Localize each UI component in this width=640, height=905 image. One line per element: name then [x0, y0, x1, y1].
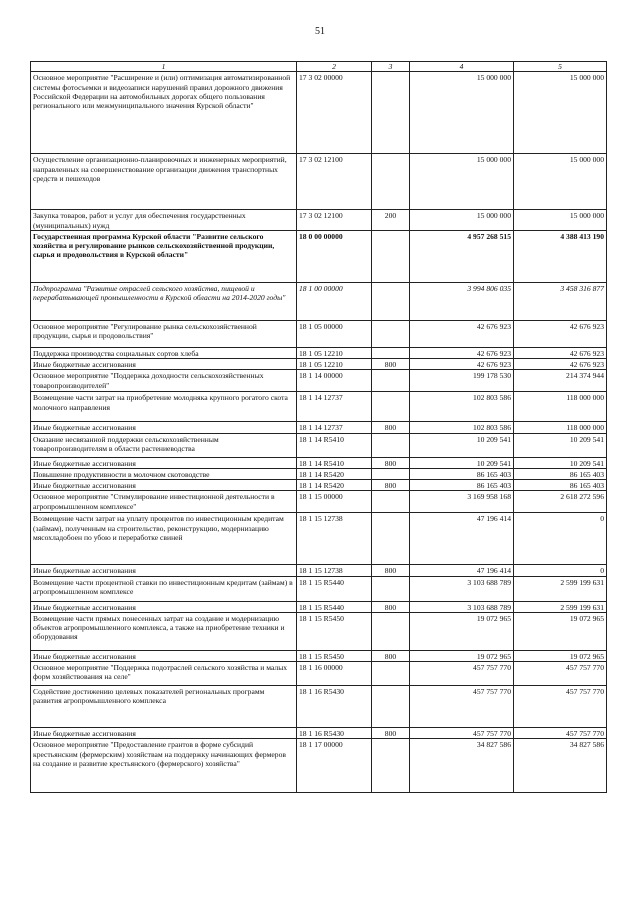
row-name-cell: Иные бюджетные ассигнования — [31, 565, 297, 576]
row-amount-2019-cell: 102 803 586 — [410, 422, 514, 433]
row-expense-type-cell: 800 — [372, 480, 410, 491]
table-header-row — [31, 62, 607, 72]
row-code-cell: 17 3 02 00000 — [297, 72, 372, 154]
row-name-cell: Иные бюджетные ассигнования — [31, 480, 297, 491]
row-code-cell: 18 1 15 R5450 — [297, 612, 372, 650]
column-header-5: 5 — [514, 62, 607, 72]
row-amount-2020-cell: 42 676 923 — [514, 347, 607, 358]
row-amount-2019-cell: 3 103 688 789 — [410, 576, 514, 601]
row-code-cell: 18 1 16 R5430 — [297, 686, 372, 728]
row-amount-2020-cell: 10 209 541 — [514, 457, 607, 468]
row-expense-type-cell — [372, 468, 410, 479]
row-expense-type-cell: 800 — [372, 728, 410, 739]
row-expense-type-cell — [372, 491, 410, 513]
row-expense-type-cell — [372, 686, 410, 728]
row-name-cell: Подпрограмма "Развитие отраслей сельского хозяйства, пищевой и перерабатывающей промышленности в Курской области на 2014-2020 годы" — [31, 282, 297, 320]
row-amount-2020-cell: 0 — [514, 565, 607, 576]
row-amount-2019-cell: 4 957 268 515 — [410, 230, 514, 282]
table-row — [31, 728, 607, 739]
row-name-cell: Основное мероприятие "Предоставление грантов в форме субсидий крестьянским (фермерским) хозяйствам на поддержку начинающих фермеров на создание и развитие крестьянского (фермерского) хозяйства" — [31, 739, 297, 793]
row-amount-2019-cell: 86 165 403 — [410, 468, 514, 479]
row-code-cell: 18 1 15 R5450 — [297, 650, 372, 661]
row-amount-2020-cell: 15 000 000 — [514, 154, 607, 210]
row-name-cell: Государственная программа Курской области "Развитие сельского хозяйства и регулирование рынков сельскохозяйственной продукции, сырья и продовольствия в Курской области" — [31, 230, 297, 282]
table-row — [31, 347, 607, 358]
table-row — [31, 468, 607, 479]
row-amount-2020-cell: 86 165 403 — [514, 468, 607, 479]
row-expense-type-cell — [372, 433, 410, 457]
table-row — [31, 433, 607, 457]
table-row — [31, 370, 607, 392]
row-amount-2020-cell: 214 374 944 — [514, 370, 607, 392]
table-row — [31, 230, 607, 282]
row-amount-2019-cell: 15 000 000 — [410, 154, 514, 210]
row-expense-type-cell: 200 — [372, 210, 410, 231]
table-row — [31, 422, 607, 433]
row-code-cell: 18 1 14 R5410 — [297, 457, 372, 468]
row-amount-2019-cell: 47 196 414 — [410, 513, 514, 565]
table-row — [31, 662, 607, 686]
row-amount-2019-cell: 457 757 770 — [410, 662, 514, 686]
row-name-cell: Иные бюджетные ассигнования — [31, 650, 297, 661]
row-amount-2020-cell: 2 618 272 596 — [514, 491, 607, 513]
table-row — [31, 359, 607, 370]
row-name-cell: Осуществление организационно-планировочных и инженерных мероприятий, направленных на совершенствование организации движения транспортных средств и пешеходов — [31, 154, 297, 210]
column-header-3: 3 — [372, 62, 410, 72]
table-row — [31, 739, 607, 793]
row-code-cell: 18 1 00 00000 — [297, 282, 372, 320]
row-amount-2019-cell: 15 000 000 — [410, 210, 514, 231]
row-name-cell: Иные бюджетные ассигнования — [31, 728, 297, 739]
row-code-cell: 18 0 00 00000 — [297, 230, 372, 282]
table-row — [31, 210, 607, 231]
table-row — [31, 392, 607, 422]
row-amount-2020-cell: 118 000 000 — [514, 422, 607, 433]
row-expense-type-cell — [372, 230, 410, 282]
row-amount-2020-cell: 457 757 770 — [514, 662, 607, 686]
row-expense-type-cell: 800 — [372, 422, 410, 433]
row-name-cell: Закупка товаров, работ и услуг для обеспечения государственных (муниципальных) нужд — [31, 210, 297, 231]
row-amount-2020-cell: 34 827 586 — [514, 739, 607, 793]
row-code-cell: 17 3 02 12100 — [297, 154, 372, 210]
row-expense-type-cell — [372, 392, 410, 422]
row-name-cell: Иные бюджетные ассигнования — [31, 457, 297, 468]
row-code-cell: 18 1 14 R5420 — [297, 468, 372, 479]
row-amount-2020-cell: 42 676 923 — [514, 359, 607, 370]
row-code-cell: 17 3 02 12100 — [297, 210, 372, 231]
row-name-cell: Содействие достижению целевых показателей региональных программ развития агропромышленного комплекса — [31, 686, 297, 728]
row-amount-2020-cell: 457 757 770 — [514, 728, 607, 739]
row-code-cell: 18 1 14 00000 — [297, 370, 372, 392]
row-amount-2020-cell: 0 — [514, 513, 607, 565]
row-amount-2019-cell: 102 803 586 — [410, 392, 514, 422]
table-row — [31, 72, 607, 154]
row-name-cell: Основное мероприятие "Поддержка доходности сельскохозяйственных товаропроизводителей" — [31, 370, 297, 392]
column-header-2: 2 — [297, 62, 372, 72]
row-name-cell: Возмещение части процентной ставки по инвестиционным кредитам (займам) в агропромышленном комплексе — [31, 576, 297, 601]
row-expense-type-cell — [372, 370, 410, 392]
row-code-cell: 18 1 16 00000 — [297, 662, 372, 686]
row-amount-2020-cell: 4 388 413 190 — [514, 230, 607, 282]
row-code-cell: 18 1 05 12210 — [297, 359, 372, 370]
row-amount-2019-cell: 3 994 806 035 — [410, 282, 514, 320]
row-amount-2019-cell: 10 209 541 — [410, 457, 514, 468]
row-expense-type-cell: 800 — [372, 601, 410, 612]
row-amount-2020-cell: 2 599 199 631 — [514, 601, 607, 612]
row-amount-2020-cell: 15 000 000 — [514, 72, 607, 154]
row-name-cell: Основное мероприятие "Стимулирование инвестиционной деятельности в агропромышленном комплексе" — [31, 491, 297, 513]
row-expense-type-cell — [372, 576, 410, 601]
row-amount-2020-cell: 3 458 316 877 — [514, 282, 607, 320]
row-amount-2020-cell: 457 757 770 — [514, 686, 607, 728]
row-expense-type-cell: 800 — [372, 565, 410, 576]
row-expense-type-cell — [372, 72, 410, 154]
row-code-cell: 18 1 16 R5430 — [297, 728, 372, 739]
row-name-cell: Повышение продуктивности в молочном скотоводстве — [31, 468, 297, 479]
table-row — [31, 282, 607, 320]
row-amount-2019-cell: 19 072 965 — [410, 650, 514, 661]
table-row — [31, 457, 607, 468]
page-number: 51 — [315, 26, 325, 37]
table-row — [31, 320, 607, 347]
row-expense-type-cell — [372, 612, 410, 650]
row-code-cell: 18 1 15 12738 — [297, 513, 372, 565]
table-row — [31, 480, 607, 491]
row-name-cell: Возмещение части затрат на уплату процентов по инвестиционным кредитам (займам), полученным на строительство, реконструкцию, модернизацию мясохладобоен по убою и переработке свиней — [31, 513, 297, 565]
row-amount-2020-cell: 2 599 199 631 — [514, 576, 607, 601]
row-amount-2019-cell: 199 178 530 — [410, 370, 514, 392]
row-name-cell: Основное мероприятие "Поддержка подотраслей сельского хозяйства и малых форм хозяйствования на селе" — [31, 662, 297, 686]
row-code-cell: 18 1 14 R5410 — [297, 433, 372, 457]
row-amount-2019-cell: 42 676 923 — [410, 347, 514, 358]
row-amount-2019-cell: 86 165 403 — [410, 480, 514, 491]
row-amount-2020-cell: 86 165 403 — [514, 480, 607, 491]
table-row — [31, 154, 607, 210]
row-amount-2019-cell: 42 676 923 — [410, 359, 514, 370]
row-code-cell: 18 1 15 12738 — [297, 565, 372, 576]
table-row — [31, 491, 607, 513]
table-body — [31, 72, 607, 793]
row-name-cell: Оказание несвязанной поддержки сельскохозяйственным товаропроизводителям в области растениеводства — [31, 433, 297, 457]
row-amount-2020-cell: 19 072 965 — [514, 612, 607, 650]
table-row — [31, 650, 607, 661]
row-name-cell: Возмещение части прямых понесенных затрат на создание и модернизацию объектов агропромышленного комплекса, а также на приобретение техники и оборудования — [31, 612, 297, 650]
table-row — [31, 686, 607, 728]
row-code-cell: 18 1 05 00000 — [297, 320, 372, 347]
row-amount-2020-cell: 118 000 000 — [514, 392, 607, 422]
row-expense-type-cell: 800 — [372, 457, 410, 468]
row-code-cell: 18 1 15 R5440 — [297, 576, 372, 601]
row-amount-2020-cell: 15 000 000 — [514, 210, 607, 231]
row-name-cell: Основное мероприятие "Регулирование рынка сельскохозяйственной продукции, сырья и продовольствия" — [31, 320, 297, 347]
row-expense-type-cell — [372, 282, 410, 320]
row-amount-2019-cell: 47 196 414 — [410, 565, 514, 576]
row-amount-2019-cell: 10 209 541 — [410, 433, 514, 457]
row-expense-type-cell — [372, 347, 410, 358]
row-amount-2019-cell: 457 757 770 — [410, 728, 514, 739]
table-row — [31, 601, 607, 612]
row-amount-2019-cell: 15 000 000 — [410, 72, 514, 154]
column-header-1: 1 — [31, 62, 297, 72]
row-expense-type-cell — [372, 739, 410, 793]
row-name-cell: Поддержка производства социальных сортов хлеба — [31, 347, 297, 358]
row-name-cell: Иные бюджетные ассигнования — [31, 422, 297, 433]
table-row — [31, 513, 607, 565]
row-name-cell: Иные бюджетные ассигнования — [31, 359, 297, 370]
row-expense-type-cell — [372, 513, 410, 565]
row-expense-type-cell: 800 — [372, 650, 410, 661]
table-row — [31, 612, 607, 650]
row-amount-2020-cell: 10 209 541 — [514, 433, 607, 457]
row-code-cell: 18 1 15 R5440 — [297, 601, 372, 612]
row-expense-type-cell: 800 — [372, 359, 410, 370]
row-name-cell: Основное мероприятие "Расширение и (или) оптимизация автоматизированной системы фотосъемки и видеозаписи нарушений правил дорожного движения Российской Федерации на автомобильных дорогах общего пользования регионального или межмуниципального значения Курской области" — [31, 72, 297, 154]
row-amount-2020-cell: 42 676 923 — [514, 320, 607, 347]
row-code-cell: 18 1 14 12737 — [297, 422, 372, 433]
row-name-cell: Возмещение части затрат на приобретение молодняка крупного рогатого скота молочного направления — [31, 392, 297, 422]
row-amount-2019-cell: 19 072 965 — [410, 612, 514, 650]
row-amount-2019-cell: 457 757 770 — [410, 686, 514, 728]
row-name-cell: Иные бюджетные ассигнования — [31, 601, 297, 612]
row-code-cell: 18 1 14 12737 — [297, 392, 372, 422]
table-row — [31, 565, 607, 576]
row-amount-2019-cell: 34 827 586 — [410, 739, 514, 793]
column-header-4: 4 — [410, 62, 514, 72]
budget-table — [30, 61, 607, 793]
row-code-cell: 18 1 05 12210 — [297, 347, 372, 358]
row-amount-2019-cell: 3 169 958 168 — [410, 491, 514, 513]
row-amount-2019-cell: 42 676 923 — [410, 320, 514, 347]
row-amount-2020-cell: 19 072 965 — [514, 650, 607, 661]
row-expense-type-cell — [372, 662, 410, 686]
row-amount-2019-cell: 3 103 688 789 — [410, 601, 514, 612]
row-code-cell: 18 1 14 R5420 — [297, 480, 372, 491]
row-code-cell: 18 1 17 00000 — [297, 739, 372, 793]
table-row — [31, 576, 607, 601]
row-expense-type-cell — [372, 154, 410, 210]
row-code-cell: 18 1 15 00000 — [297, 491, 372, 513]
row-expense-type-cell — [372, 320, 410, 347]
